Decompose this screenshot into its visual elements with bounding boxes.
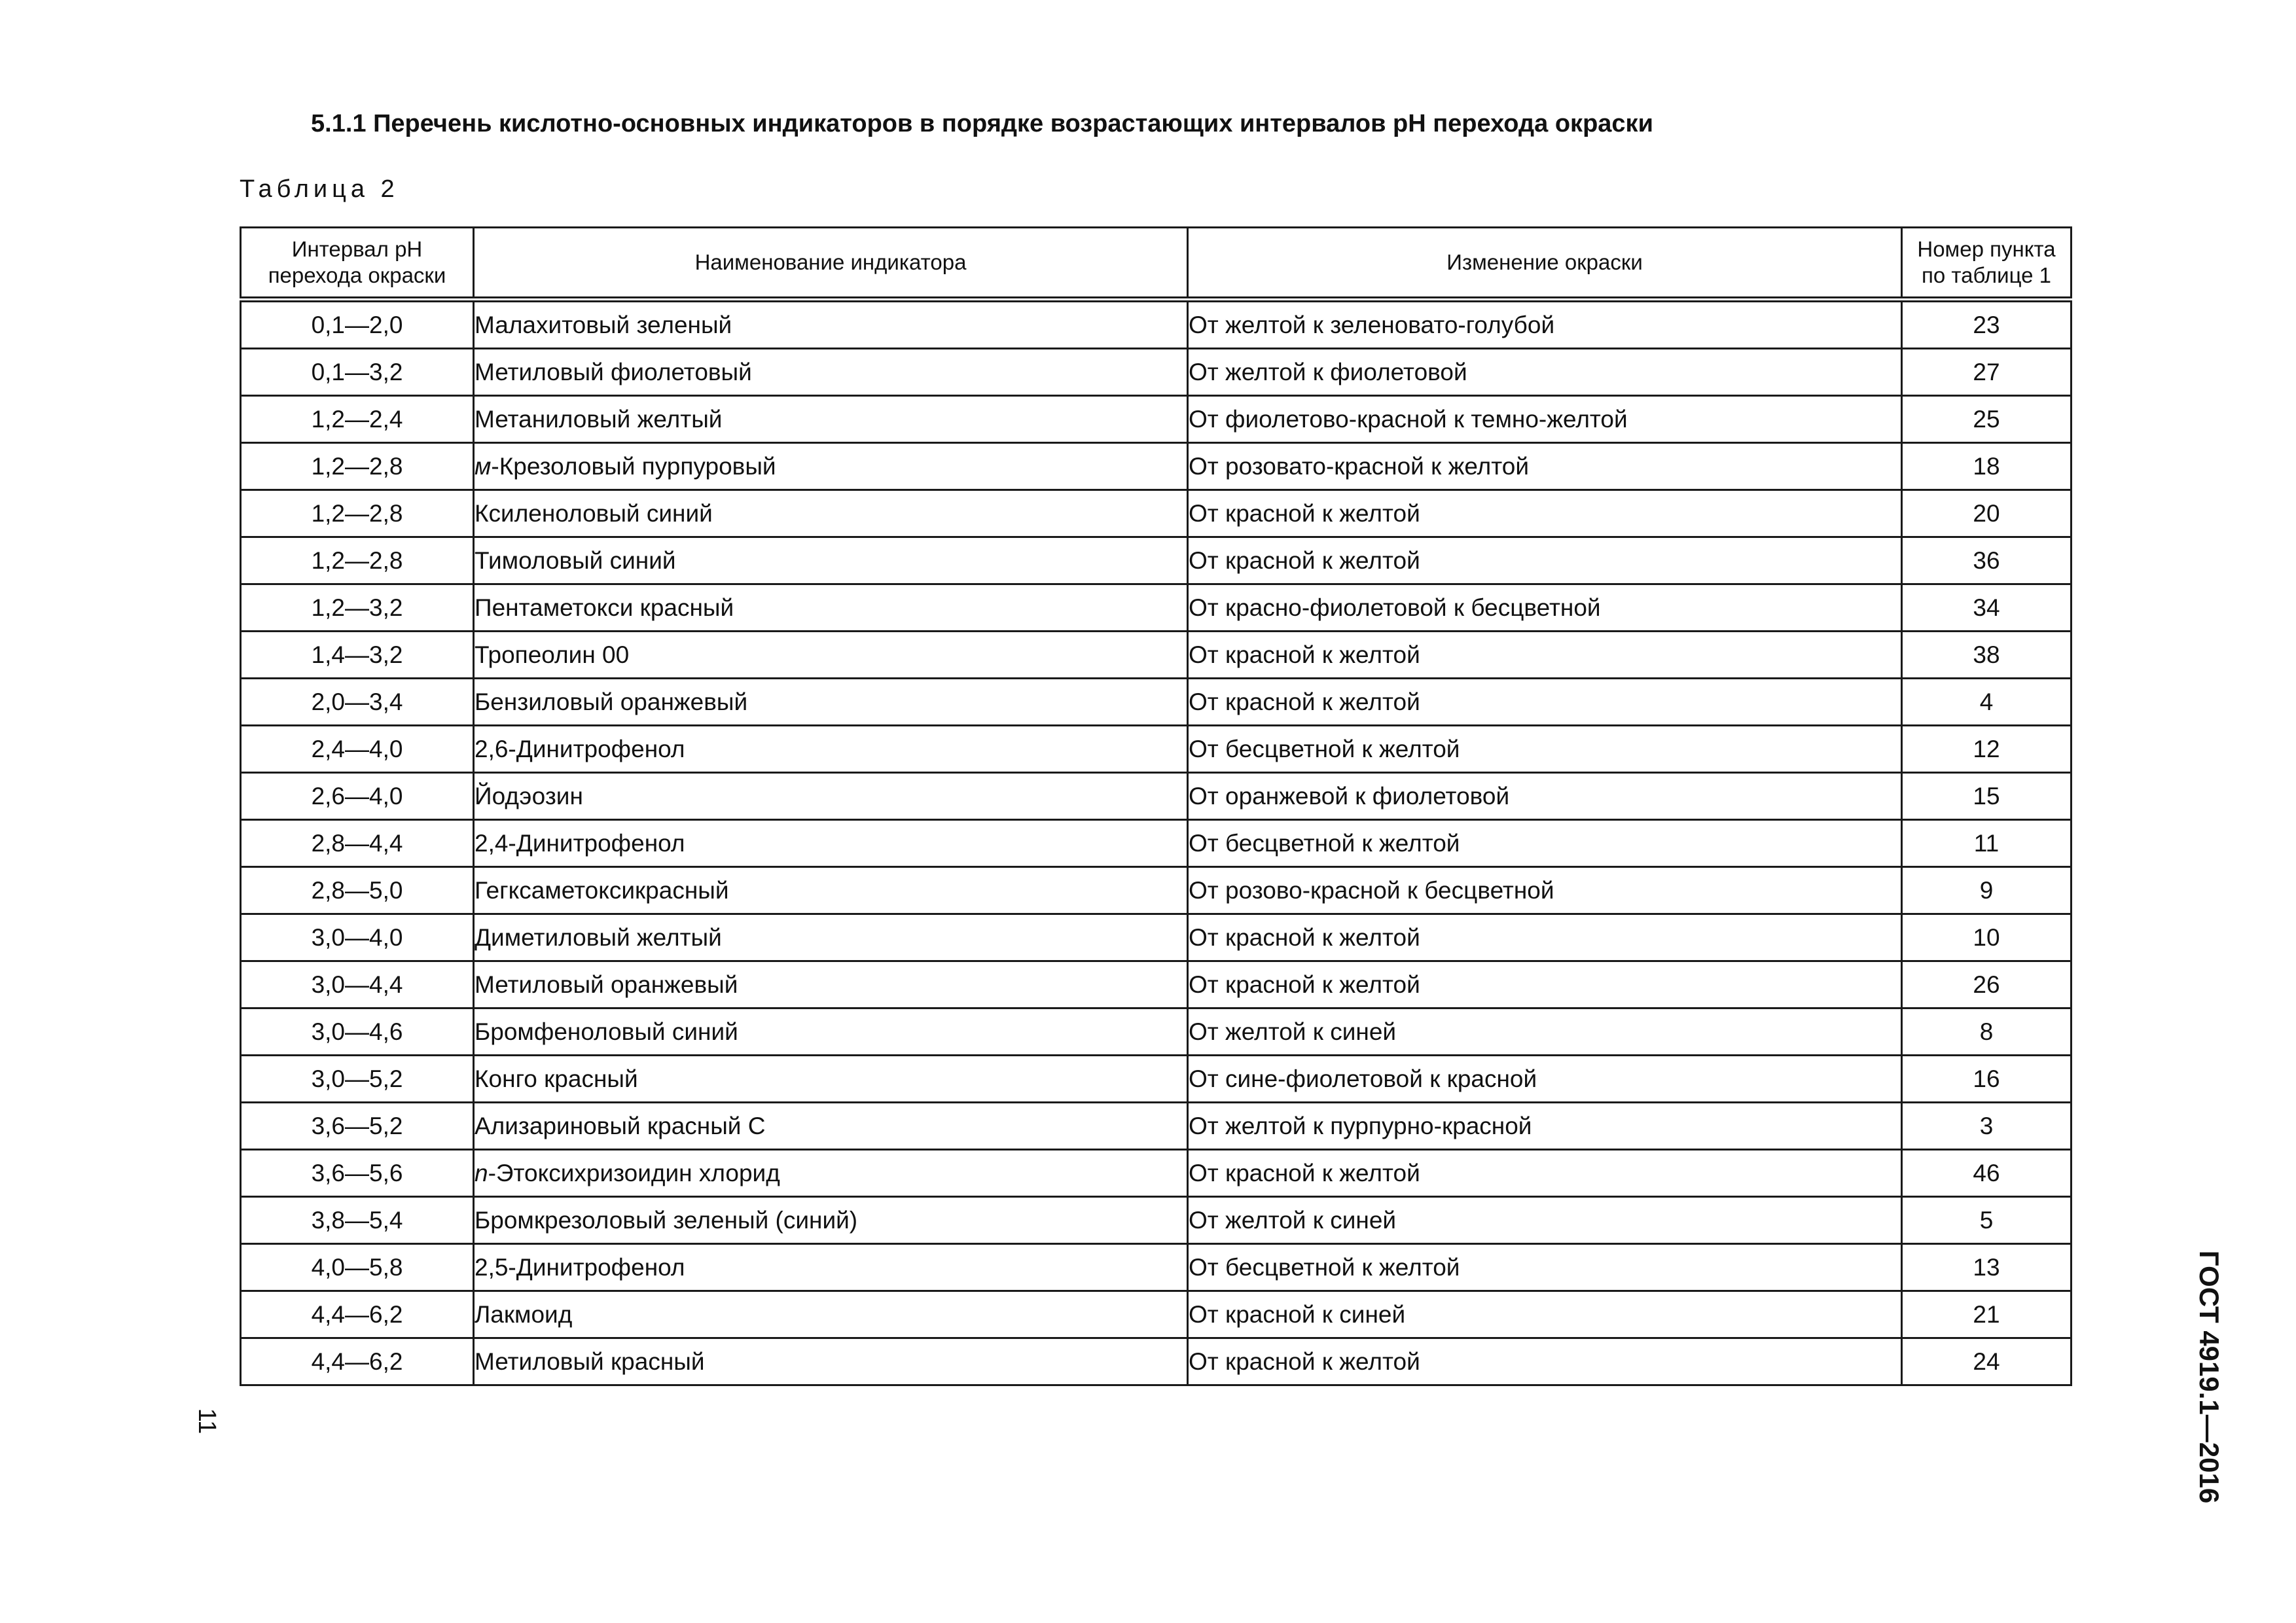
table-caption: Таблица 2 (240, 175, 399, 203)
ph-range-cell: 0,1—2,0 (241, 300, 474, 349)
table-row (241, 914, 2072, 961)
page-number: 11 (193, 1408, 221, 1435)
indicator-name-cell (474, 537, 1188, 584)
table-row (241, 349, 2072, 396)
color-change-cell: От желтой к синей (1188, 1008, 1902, 1056)
item-number-cell: 3 (1902, 1103, 2072, 1150)
table-row (241, 537, 2072, 584)
ph-range-cell: 1,2—3,2 (241, 584, 474, 632)
item-number-cell: 25 (1902, 396, 2072, 443)
header-ph-range-line2: перехода окраски (268, 263, 446, 287)
indicator-name-cell (474, 490, 1188, 537)
indicator-name: Йодэозин (475, 782, 583, 810)
standard-designation: ГОСТ 4919.1—2016 (2194, 1250, 2225, 1504)
indicator-name-cell (474, 914, 1188, 961)
color-change-cell: От желтой к пурпурно-красной (1188, 1103, 1902, 1150)
isomer-prefix: n (475, 1159, 488, 1186)
ph-range-cell: 3,6—5,2 (241, 1103, 474, 1150)
indicator-name: Тимоловый синий (475, 546, 676, 574)
color-change-cell: От красной к желтой (1188, 1338, 1902, 1385)
table-row (241, 632, 2072, 679)
table-row (241, 443, 2072, 490)
indicator-name-cell (474, 1008, 1188, 1056)
indicator-name-cell (474, 867, 1188, 914)
table-row (241, 1197, 2072, 1244)
color-change-cell: От сине-фиолетовой к красной (1188, 1056, 1902, 1103)
indicator-name-cell (474, 396, 1188, 443)
item-number-cell: 26 (1902, 961, 2072, 1008)
indicator-name: Метаниловый желтый (475, 405, 723, 433)
color-change-cell: От розовато-красной к желтой (1188, 443, 1902, 490)
indicator-name-cell (474, 1338, 1188, 1385)
ph-range-cell: 1,2—2,8 (241, 537, 474, 584)
color-change-cell: От красной к желтой (1188, 537, 1902, 584)
item-number-cell: 21 (1902, 1291, 2072, 1338)
ph-range-cell: 3,8—5,4 (241, 1197, 474, 1244)
table-row (241, 1338, 2072, 1385)
color-change-cell: От бесцветной к желтой (1188, 820, 1902, 867)
item-number-cell: 5 (1902, 1197, 2072, 1244)
item-number-cell: 34 (1902, 584, 2072, 632)
header-color-change: Изменение окраски (1188, 228, 1902, 300)
ph-range-cell: 1,2—2,8 (241, 443, 474, 490)
ph-range-cell: 2,4—4,0 (241, 726, 474, 773)
ph-range-cell: 2,8—5,0 (241, 867, 474, 914)
section-heading: 5.1.1 Перечень кислотно-основных индикаторов в порядке возрастающих интервалов pH перехода окраски (311, 110, 1653, 137)
indicator-name-cell (474, 1197, 1188, 1244)
color-change-cell: От фиолетово-красной к темно-желтой (1188, 396, 1902, 443)
item-number-cell: 27 (1902, 349, 2072, 396)
ph-range-cell: 3,0—4,6 (241, 1008, 474, 1056)
ph-range-cell: 3,0—5,2 (241, 1056, 474, 1103)
isomer-prefix: м (475, 452, 492, 480)
indicator-name: -Крезоловый пурпуровый (491, 452, 776, 480)
table-row (241, 1291, 2072, 1338)
indicator-name-cell (474, 726, 1188, 773)
color-change-cell: От желтой к зеленовато-голубой (1188, 300, 1902, 349)
header-ph-range (241, 228, 474, 300)
item-number-cell: 13 (1902, 1244, 2072, 1291)
table-row (241, 300, 2072, 349)
color-change-cell: От красной к синей (1188, 1291, 1902, 1338)
ph-range-cell: 2,6—4,0 (241, 773, 474, 820)
header-item-number-line2: по таблице 1 (1922, 263, 2051, 287)
color-change-cell: От красной к желтой (1188, 490, 1902, 537)
table-header-row (241, 228, 2072, 300)
ph-range-cell: 3,0—4,4 (241, 961, 474, 1008)
color-change-cell: От бесцветной к желтой (1188, 1244, 1902, 1291)
ph-range-cell: 4,4—6,2 (241, 1291, 474, 1338)
item-number-cell: 18 (1902, 443, 2072, 490)
indicator-name: Тропеолин 00 (475, 641, 630, 668)
indicator-name: -Этоксихризоидин хлорид (488, 1159, 780, 1186)
item-number-cell: 15 (1902, 773, 2072, 820)
color-change-cell: От розово-красной к бесцветной (1188, 867, 1902, 914)
indicator-name-cell (474, 1056, 1188, 1103)
color-change-cell: От красной к желтой (1188, 914, 1902, 961)
table-row (241, 1244, 2072, 1291)
item-number-cell: 46 (1902, 1150, 2072, 1197)
item-number-cell: 16 (1902, 1056, 2072, 1103)
indicator-name-cell (474, 961, 1188, 1008)
indicator-name-cell (474, 1291, 1188, 1338)
indicator-name-cell (474, 632, 1188, 679)
ph-range-cell: 1,2—2,4 (241, 396, 474, 443)
indicator-name: Пентаметокси красный (475, 594, 734, 621)
color-change-cell: От желтой к фиолетовой (1188, 349, 1902, 396)
item-number-cell: 12 (1902, 726, 2072, 773)
indicator-name-cell (474, 1103, 1188, 1150)
color-change-cell: От красной к желтой (1188, 961, 1902, 1008)
ph-range-cell: 4,0—5,8 (241, 1244, 474, 1291)
indicator-name: Ализариновый красный С (475, 1112, 766, 1139)
indicator-name: Конго красный (475, 1065, 638, 1092)
indicator-name-cell (474, 443, 1188, 490)
table-row (241, 1008, 2072, 1056)
indicator-name: 2,6-Динитрофенол (475, 735, 685, 762)
table-body (241, 300, 2072, 1385)
indicator-name-cell (474, 300, 1188, 349)
table-row (241, 773, 2072, 820)
ph-range-cell: 4,4—6,2 (241, 1338, 474, 1385)
color-change-cell: От желтой к синей (1188, 1197, 1902, 1244)
item-number-cell: 24 (1902, 1338, 2072, 1385)
indicator-name-cell (474, 679, 1188, 726)
indicator-name: Метиловый фиолетовый (475, 358, 752, 385)
table-row (241, 396, 2072, 443)
color-change-cell: От красно-фиолетовой к бесцветной (1188, 584, 1902, 632)
indicator-name: Диметиловый желтый (475, 923, 722, 951)
indicator-name: Бромфеноловый синий (475, 1018, 738, 1045)
indicator-name-cell (474, 584, 1188, 632)
table-row (241, 820, 2072, 867)
header-item-number (1902, 228, 2072, 300)
header-ph-range-line1: Интервал pH (291, 237, 423, 261)
color-change-cell: От оранжевой к фиолетовой (1188, 773, 1902, 820)
ph-range-cell: 2,8—4,4 (241, 820, 474, 867)
item-number-cell: 38 (1902, 632, 2072, 679)
item-number-cell: 20 (1902, 490, 2072, 537)
table-row (241, 867, 2072, 914)
indicator-name-cell (474, 820, 1188, 867)
item-number-cell: 10 (1902, 914, 2072, 961)
item-number-cell: 4 (1902, 679, 2072, 726)
indicator-name: 2,5-Динитрофенол (475, 1253, 685, 1281)
item-number-cell: 9 (1902, 867, 2072, 914)
color-change-cell: От красной к желтой (1188, 679, 1902, 726)
indicator-name-cell (474, 349, 1188, 396)
indicator-name-cell (474, 1244, 1188, 1291)
indicator-name: Метиловый красный (475, 1347, 705, 1375)
indicators-table (240, 226, 2072, 1386)
indicator-name-cell (474, 1150, 1188, 1197)
indicator-name: Бензиловый оранжевый (475, 688, 748, 715)
header-item-number-line1: Номер пункта (1917, 237, 2056, 261)
indicator-name: 2,4-Динитрофенол (475, 829, 685, 857)
item-number-cell: 11 (1902, 820, 2072, 867)
color-change-cell: От бесцветной к желтой (1188, 726, 1902, 773)
indicator-name: Малахитовый зеленый (475, 311, 732, 338)
indicator-name: Гегксаметоксикрасный (475, 876, 729, 904)
table-row (241, 490, 2072, 537)
table-row (241, 961, 2072, 1008)
ph-range-cell: 0,1—3,2 (241, 349, 474, 396)
color-change-cell: От красной к желтой (1188, 632, 1902, 679)
ph-range-cell: 2,0—3,4 (241, 679, 474, 726)
item-number-cell: 23 (1902, 300, 2072, 349)
ph-range-cell: 3,0—4,0 (241, 914, 474, 961)
table-row (241, 1056, 2072, 1103)
table-row (241, 1103, 2072, 1150)
indicator-name: Метиловый оранжевый (475, 971, 738, 998)
item-number-cell: 36 (1902, 537, 2072, 584)
indicator-name: Ксиленоловый синий (475, 499, 713, 527)
color-change-cell: От красной к желтой (1188, 1150, 1902, 1197)
indicator-name: Лакмоид (475, 1300, 573, 1328)
header-indicator-name: Наименование индикатора (474, 228, 1188, 300)
ph-range-cell: 1,4—3,2 (241, 632, 474, 679)
table-row (241, 1150, 2072, 1197)
ph-range-cell: 3,6—5,6 (241, 1150, 474, 1197)
table-row (241, 726, 2072, 773)
indicator-name: Бромкрезоловый зеленый (синий) (475, 1206, 858, 1234)
ph-range-cell: 1,2—2,8 (241, 490, 474, 537)
table-row (241, 679, 2072, 726)
item-number-cell: 8 (1902, 1008, 2072, 1056)
table-row (241, 584, 2072, 632)
indicator-name-cell (474, 773, 1188, 820)
